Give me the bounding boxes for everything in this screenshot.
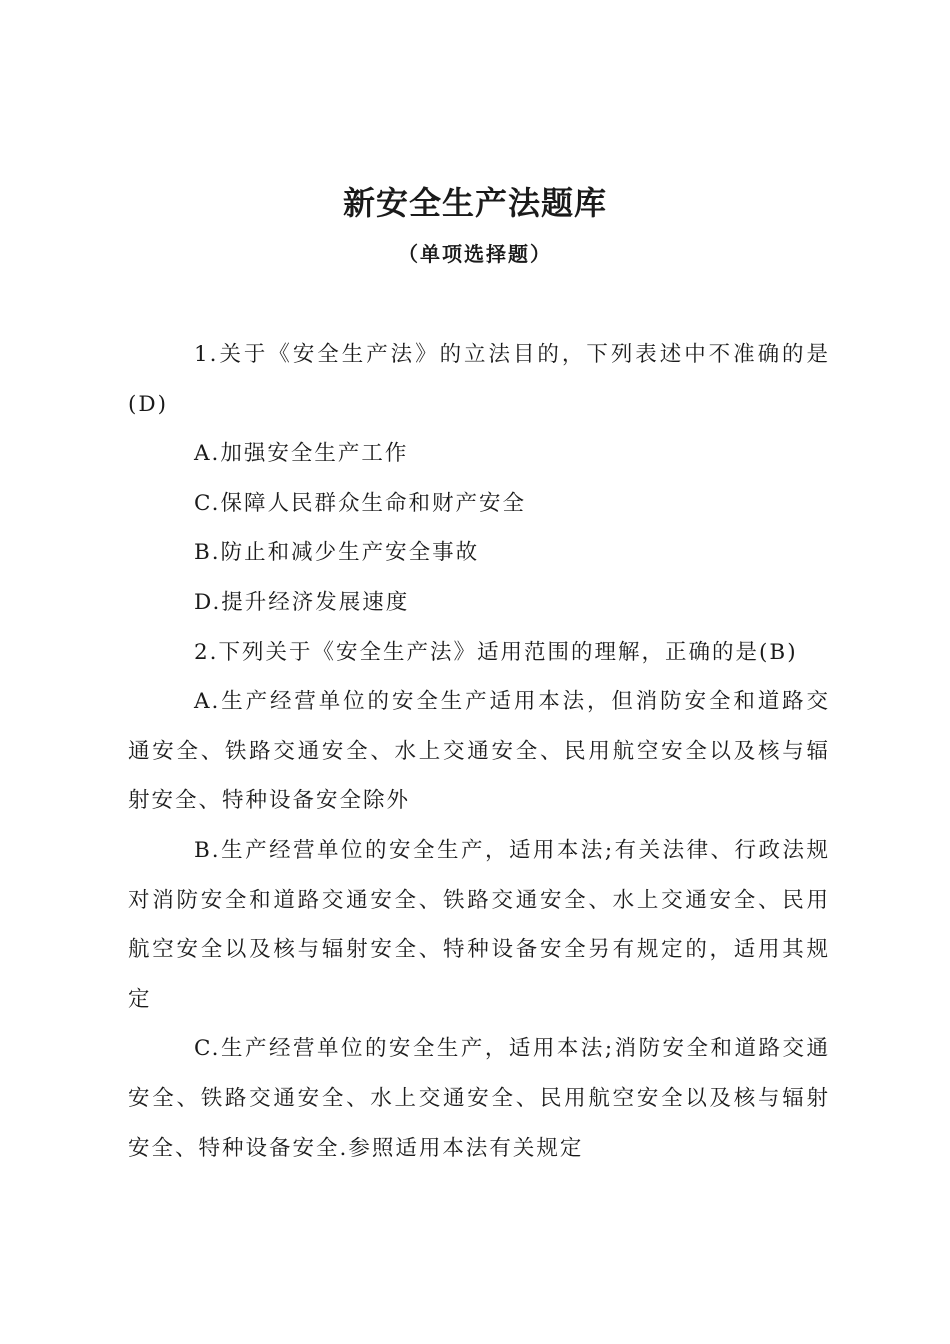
answer-option: D.提升经济发展速度 (194, 589, 410, 615)
question-stem: 1.关于《安全生产法》的立法目的，下列表述中不准确的是(D) (128, 342, 830, 417)
document-subtitle: （单项选择题） (398, 242, 552, 266)
document-title: 新安全生产法题库 (342, 184, 607, 222)
answer-option: C.生产经营单位的安全生产，适用本法;消防安全和道路交通安全、铁路交通安全、水上交通安全、民用航空安全以及核与辐射安全、特种设备安全.参照适用本法有关规定 (128, 1036, 830, 1161)
answer-option: A.生产经营单位的安全生产适用本法，但消防安全和道路交通安全、铁路交通安全、水上交通安全、民用航空安全以及核与辐射安全、特种设备安全除外 (128, 689, 830, 814)
question-stem: 2.下列关于《安全生产法》适用范围的理解，正确的是(B) (194, 639, 798, 665)
answer-option: B.生产经营单位的安全生产，适用本法;有关法律、行政法规对消防安全和道路交通安全、铁路交通安全、水上交通安全、民用航空安全以及核与辐射安全、特种设备安全另有规定的，适用其规定 (128, 837, 830, 1012)
document-body (128, 330, 830, 1173)
answer-option: B.防止和减少生产安全事故 (194, 540, 480, 566)
answer-option: C.保障人民群众生命和财产安全 (194, 490, 527, 516)
answer-option: A.加强安全生产工作 (194, 441, 409, 467)
